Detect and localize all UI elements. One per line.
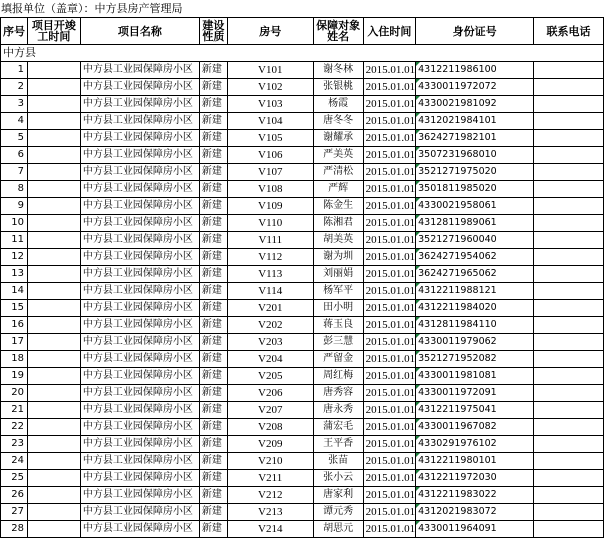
cell-date[interactable]: 2015.01.01: [363, 215, 416, 232]
cell-seq[interactable]: 11: [1, 232, 28, 249]
cell-start-time[interactable]: [27, 96, 80, 113]
cell-seq[interactable]: 8: [1, 181, 28, 198]
cell-name[interactable]: 田小明: [313, 300, 363, 317]
cell-start-time[interactable]: [27, 181, 80, 198]
cell-id[interactable]: 4312211975041: [416, 402, 534, 419]
cell-type[interactable]: 新建: [199, 470, 227, 487]
table-header-row: [1, 18, 604, 45]
cell-start-time[interactable]: [27, 249, 80, 266]
table-row: [1, 385, 604, 402]
cell-phone[interactable]: [534, 164, 604, 181]
cell-id[interactable]: 4312211972030: [416, 470, 534, 487]
cell-project[interactable]: 中方县工业园保障房小区: [80, 419, 199, 436]
cell-start-time[interactable]: [27, 164, 80, 181]
cell-id[interactable]: 3521271952082: [416, 351, 534, 368]
cell-date[interactable]: 2015.01.01: [363, 385, 416, 402]
cell-name[interactable]: 张银桃: [313, 79, 363, 96]
cell-phone[interactable]: [534, 487, 604, 504]
cell-id[interactable]: 4312021984101: [416, 113, 534, 130]
cell-type[interactable]: 新建: [199, 487, 227, 504]
table-row: [1, 317, 604, 334]
cell-room[interactable]: V114: [227, 283, 313, 300]
housing-roster-table: [0, 17, 604, 538]
cell-project[interactable]: 中方县工业园保障房小区: [80, 130, 199, 147]
col-header-room[interactable]: 房号: [227, 18, 313, 45]
table-row: [1, 419, 604, 436]
cell-name[interactable]: 谢耀承: [313, 130, 363, 147]
cell-project[interactable]: 中方县工业园保障房小区: [80, 504, 199, 521]
cell-project[interactable]: 中方县工业园保障房小区: [80, 79, 199, 96]
cell-room[interactable]: V209: [227, 436, 313, 453]
cell-name[interactable]: 唐家利: [313, 487, 363, 504]
cell-name[interactable]: 蒲宏毛: [313, 419, 363, 436]
cell-type[interactable]: 新建: [199, 351, 227, 368]
cell-id[interactable]: 4330011967082: [416, 419, 534, 436]
cell-id[interactable]: 3521271960040: [416, 232, 534, 249]
cell-start-time[interactable]: [27, 130, 80, 147]
cell-date[interactable]: 2015.01.01: [363, 283, 416, 300]
cell-phone[interactable]: [534, 436, 604, 453]
cell-project[interactable]: 中方县工业园保障房小区: [80, 232, 199, 249]
cell-project[interactable]: 中方县工业园保障房小区: [80, 521, 199, 538]
cell-name[interactable]: 王平香: [313, 436, 363, 453]
cell-project[interactable]: 中方县工业园保障房小区: [80, 402, 199, 419]
cell-id[interactable]: 3624271954062: [416, 249, 534, 266]
cell-project[interactable]: 中方县工业园保障房小区: [80, 368, 199, 385]
cell-seq[interactable]: 26: [1, 487, 28, 504]
cell-phone[interactable]: [534, 79, 604, 96]
col-header-seq[interactable]: 序号: [1, 18, 28, 45]
col-header-date[interactable]: 入住时间: [363, 18, 416, 45]
cell-project[interactable]: 中方县工业园保障房小区: [80, 62, 199, 79]
cell-id[interactable]: 4330011979062: [416, 334, 534, 351]
cell-type[interactable]: 新建: [199, 249, 227, 266]
cell-start-time[interactable]: [27, 317, 80, 334]
cell-room[interactable]: V113: [227, 266, 313, 283]
cell-project[interactable]: 中方县工业园保障房小区: [80, 487, 199, 504]
cell-name[interactable]: 彭三慧: [313, 334, 363, 351]
cell-seq[interactable]: 9: [1, 198, 28, 215]
cell-date[interactable]: 2015.01.01: [363, 368, 416, 385]
cell-phone[interactable]: [534, 317, 604, 334]
cell-phone[interactable]: [534, 351, 604, 368]
cell-project[interactable]: 中方县工业园保障房小区: [80, 164, 199, 181]
cell-start-time[interactable]: [27, 283, 80, 300]
cell-project[interactable]: 中方县工业园保障房小区: [80, 385, 199, 402]
cell-room[interactable]: V106: [227, 147, 313, 164]
cell-id[interactable]: 3521271975020: [416, 164, 534, 181]
cell-phone[interactable]: [534, 249, 604, 266]
cell-phone[interactable]: [534, 113, 604, 130]
cell-date[interactable]: 2015.01.01: [363, 164, 416, 181]
cell-type[interactable]: 新建: [199, 147, 227, 164]
cell-room[interactable]: V110: [227, 215, 313, 232]
cell-seq[interactable]: 28: [1, 521, 28, 538]
cell-seq[interactable]: 22: [1, 419, 28, 436]
table-row: [1, 215, 604, 232]
cell-date[interactable]: 2015.01.01: [363, 232, 416, 249]
group-row: [1, 45, 604, 62]
cell-seq[interactable]: 17: [1, 334, 28, 351]
cell-start-time[interactable]: [27, 470, 80, 487]
cell-start-time[interactable]: [27, 113, 80, 130]
cell-name[interactable]: 杨军平: [313, 283, 363, 300]
col-header-phone[interactable]: 联系电话: [534, 18, 604, 45]
cell-name[interactable]: 胡思元: [313, 521, 363, 538]
cell-type[interactable]: 新建: [199, 215, 227, 232]
cell-room[interactable]: V107: [227, 164, 313, 181]
cell-date[interactable]: 2015.01.01: [363, 113, 416, 130]
cell-date[interactable]: 2015.01.01: [363, 130, 416, 147]
cell-date[interactable]: 2015.01.01: [363, 521, 416, 538]
cell-phone[interactable]: [534, 181, 604, 198]
cell-room[interactable]: V201: [227, 300, 313, 317]
cell-id[interactable]: 4330011981081: [416, 368, 534, 385]
cell-phone[interactable]: [534, 300, 604, 317]
cell-name[interactable]: 蒋玉良: [313, 317, 363, 334]
cell-phone[interactable]: [534, 453, 604, 470]
cell-seq[interactable]: 20: [1, 385, 28, 402]
cell-start-time[interactable]: [27, 79, 80, 96]
cell-id[interactable]: 4312211983022: [416, 487, 534, 504]
cell-seq[interactable]: 14: [1, 283, 28, 300]
cell-date[interactable]: 2015.01.01: [363, 317, 416, 334]
cell-type[interactable]: 新建: [199, 62, 227, 79]
cell-id[interactable]: 4330011972072: [416, 79, 534, 96]
cell-seq[interactable]: 13: [1, 266, 28, 283]
cell-start-time[interactable]: [27, 487, 80, 504]
cell-name[interactable]: 张小云: [313, 470, 363, 487]
cell-seq[interactable]: 19: [1, 368, 28, 385]
cell-seq[interactable]: 15: [1, 300, 28, 317]
table-row: [1, 266, 604, 283]
cell-name[interactable]: 谭元秀: [313, 504, 363, 521]
cell-phone[interactable]: [534, 334, 604, 351]
cell-project[interactable]: 中方县工业园保障房小区: [80, 317, 199, 334]
cell-phone[interactable]: [534, 283, 604, 300]
cell-room[interactable]: V205: [227, 368, 313, 385]
cell-start-time[interactable]: [27, 368, 80, 385]
table-row: [1, 164, 604, 181]
cell-date[interactable]: 2015.01.01: [363, 249, 416, 266]
col-header-name[interactable]: 保障对象姓名: [313, 18, 363, 45]
reporting-unit-line: 填报单位（盖章）：中方县房产管理局: [1, 2, 183, 15]
cell-seq[interactable]: 18: [1, 351, 28, 368]
cell-name[interactable]: 严辉: [313, 181, 363, 198]
cell-start-time[interactable]: [27, 266, 80, 283]
cell-project[interactable]: 中方县工业园保障房小区: [80, 266, 199, 283]
cell-date[interactable]: 2015.01.01: [363, 351, 416, 368]
table-row: [1, 62, 604, 79]
cell-type[interactable]: 新建: [199, 96, 227, 113]
cell-room[interactable]: V208: [227, 419, 313, 436]
cell-seq[interactable]: 12: [1, 249, 28, 266]
cell-room[interactable]: V111: [227, 232, 313, 249]
table-row: [1, 147, 604, 164]
cell-date[interactable]: 2015.01.01: [363, 453, 416, 470]
cell-start-time[interactable]: [27, 215, 80, 232]
cell-type[interactable]: 新建: [199, 504, 227, 521]
cell-room[interactable]: V214: [227, 521, 313, 538]
table-row: [1, 79, 604, 96]
col-header-project[interactable]: 项目名称: [80, 18, 199, 45]
table-row: [1, 300, 604, 317]
cell-seq[interactable]: 4: [1, 113, 28, 130]
table-row: [1, 402, 604, 419]
col-header-type[interactable]: 建设性质: [199, 18, 227, 45]
cell-date[interactable]: 2015.01.01: [363, 266, 416, 283]
cell-id[interactable]: 3624271965062: [416, 266, 534, 283]
cell-type[interactable]: 新建: [199, 334, 227, 351]
cell-phone[interactable]: [534, 147, 604, 164]
cell-date[interactable]: 2015.01.01: [363, 96, 416, 113]
cell-id[interactable]: 4330011964091: [416, 521, 534, 538]
cell-date[interactable]: 2015.01.01: [363, 79, 416, 96]
group-label[interactable]: 中方县: [1, 45, 604, 62]
cell-start-time[interactable]: [27, 334, 80, 351]
cell-project[interactable]: 中方县工业园保障房小区: [80, 113, 199, 130]
cell-id[interactable]: 4330021981092: [416, 96, 534, 113]
cell-project[interactable]: 中方县工业园保障房小区: [80, 198, 199, 215]
cell-id[interactable]: 4330011972091: [416, 385, 534, 402]
cell-phone[interactable]: [534, 232, 604, 249]
cell-name[interactable]: 唐永秀: [313, 402, 363, 419]
cell-type[interactable]: 新建: [199, 300, 227, 317]
table-row: [1, 453, 604, 470]
cell-type[interactable]: 新建: [199, 130, 227, 147]
cell-phone[interactable]: [534, 215, 604, 232]
table-row: [1, 351, 604, 368]
cell-name[interactable]: 谢为圳: [313, 249, 363, 266]
table-row: [1, 181, 604, 198]
table-row: [1, 504, 604, 521]
cell-start-time[interactable]: [27, 453, 80, 470]
cell-room[interactable]: V103: [227, 96, 313, 113]
cell-start-time[interactable]: [27, 436, 80, 453]
cell-type[interactable]: 新建: [199, 368, 227, 385]
cell-room[interactable]: V202: [227, 317, 313, 334]
cell-name[interactable]: 张苗: [313, 453, 363, 470]
cell-seq[interactable]: 3: [1, 96, 28, 113]
table-row: [1, 283, 604, 300]
cell-type[interactable]: 新建: [199, 385, 227, 402]
cell-date[interactable]: 2015.01.01: [363, 147, 416, 164]
cell-date[interactable]: 2015.01.01: [363, 504, 416, 521]
table-row: [1, 249, 604, 266]
table-row: [1, 521, 604, 538]
cell-type[interactable]: 新建: [199, 453, 227, 470]
cell-seq[interactable]: 21: [1, 402, 28, 419]
cell-type[interactable]: 新建: [199, 283, 227, 300]
cell-phone[interactable]: [534, 402, 604, 419]
cell-type[interactable]: 新建: [199, 317, 227, 334]
cell-name[interactable]: 周红梅: [313, 368, 363, 385]
cell-phone[interactable]: [534, 504, 604, 521]
cell-project[interactable]: 中方县工业园保障房小区: [80, 249, 199, 266]
cell-name[interactable]: 杨霞: [313, 96, 363, 113]
cell-room[interactable]: V203: [227, 334, 313, 351]
cell-project[interactable]: 中方县工业园保障房小区: [80, 147, 199, 164]
cell-project[interactable]: 中方县工业园保障房小区: [80, 334, 199, 351]
cell-phone[interactable]: [534, 419, 604, 436]
cell-phone[interactable]: [534, 470, 604, 487]
cell-type[interactable]: 新建: [199, 266, 227, 283]
cell-date[interactable]: 2015.01.01: [363, 470, 416, 487]
cell-seq[interactable]: 6: [1, 147, 28, 164]
cell-type[interactable]: 新建: [199, 164, 227, 181]
cell-room[interactable]: V211: [227, 470, 313, 487]
cell-room[interactable]: V108: [227, 181, 313, 198]
cell-project[interactable]: 中方县工业园保障房小区: [80, 470, 199, 487]
cell-room[interactable]: V204: [227, 351, 313, 368]
table-row: [1, 130, 604, 147]
cell-type[interactable]: 新建: [199, 521, 227, 538]
cell-name[interactable]: 严清松: [313, 164, 363, 181]
cell-seq[interactable]: 25: [1, 470, 28, 487]
cell-id[interactable]: 4312211986100: [416, 62, 534, 79]
cell-type[interactable]: 新建: [199, 232, 227, 249]
cell-room[interactable]: V109: [227, 198, 313, 215]
cell-name[interactable]: 严留金: [313, 351, 363, 368]
cell-date[interactable]: 2015.01.01: [363, 300, 416, 317]
cell-project[interactable]: 中方县工业园保障房小区: [80, 351, 199, 368]
cell-project[interactable]: 中方县工业园保障房小区: [80, 181, 199, 198]
cell-seq[interactable]: 27: [1, 504, 28, 521]
cell-seq[interactable]: 1: [1, 62, 28, 79]
cell-seq[interactable]: 5: [1, 130, 28, 147]
cell-seq[interactable]: 2: [1, 79, 28, 96]
col-header-id[interactable]: 身份证号: [416, 18, 534, 45]
cell-id[interactable]: 3501811985020: [416, 181, 534, 198]
cell-phone[interactable]: [534, 198, 604, 215]
table-row: [1, 334, 604, 351]
cell-type[interactable]: 新建: [199, 402, 227, 419]
cell-date[interactable]: 2015.01.01: [363, 419, 416, 436]
cell-name[interactable]: 陈湘君: [313, 215, 363, 232]
cell-id[interactable]: 4312021983072: [416, 504, 534, 521]
cell-name[interactable]: 唐冬冬: [313, 113, 363, 130]
cell-type[interactable]: 新建: [199, 436, 227, 453]
cell-id[interactable]: 4312211984020: [416, 300, 534, 317]
cell-name[interactable]: 刘丽娟: [313, 266, 363, 283]
cell-name[interactable]: 严美英: [313, 147, 363, 164]
cell-project[interactable]: 中方县工业园保障房小区: [80, 436, 199, 453]
cell-phone[interactable]: [534, 521, 604, 538]
cell-project[interactable]: 中方县工业园保障房小区: [80, 96, 199, 113]
cell-phone[interactable]: [534, 266, 604, 283]
cell-type[interactable]: 新建: [199, 181, 227, 198]
cell-id[interactable]: 3624271982101: [416, 130, 534, 147]
cell-id[interactable]: 4312811989061: [416, 215, 534, 232]
cell-date[interactable]: 2015.01.01: [363, 436, 416, 453]
cell-start-time[interactable]: [27, 504, 80, 521]
cell-id[interactable]: 4312811984110: [416, 317, 534, 334]
cell-name[interactable]: 陈金生: [313, 198, 363, 215]
cell-room[interactable]: V104: [227, 113, 313, 130]
cell-start-time[interactable]: [27, 419, 80, 436]
cell-id[interactable]: 4330291976102: [416, 436, 534, 453]
table-row: [1, 368, 604, 385]
cell-phone[interactable]: [534, 368, 604, 385]
cell-seq[interactable]: 10: [1, 215, 28, 232]
table-row: [1, 436, 604, 453]
cell-phone[interactable]: [534, 96, 604, 113]
cell-date[interactable]: 2015.01.01: [363, 487, 416, 504]
cell-date[interactable]: 2015.01.01: [363, 334, 416, 351]
cell-phone[interactable]: [534, 385, 604, 402]
table-row: [1, 487, 604, 504]
cell-start-time[interactable]: [27, 198, 80, 215]
cell-project[interactable]: 中方县工业园保障房小区: [80, 215, 199, 232]
cell-project[interactable]: 中方县工业园保障房小区: [80, 283, 199, 300]
cell-type[interactable]: 新建: [199, 419, 227, 436]
cell-date[interactable]: 2015.01.01: [363, 181, 416, 198]
cell-date[interactable]: 2015.01.01: [363, 62, 416, 79]
cell-seq[interactable]: 7: [1, 164, 28, 181]
table-row: [1, 113, 604, 130]
cell-start-time[interactable]: [27, 351, 80, 368]
cell-start-time[interactable]: [27, 232, 80, 249]
cell-room[interactable]: V210: [227, 453, 313, 470]
table-row: [1, 470, 604, 487]
cell-phone[interactable]: [534, 130, 604, 147]
cell-type[interactable]: 新建: [199, 79, 227, 96]
cell-id[interactable]: 3507231968010: [416, 147, 534, 164]
cell-start-time[interactable]: [27, 147, 80, 164]
cell-date[interactable]: 2015.01.01: [363, 402, 416, 419]
cell-phone[interactable]: [534, 62, 604, 79]
col-header-start-time[interactable]: 项目开竣工时间: [27, 18, 80, 45]
cell-id[interactable]: 4312211988121: [416, 283, 534, 300]
table-row: [1, 232, 604, 249]
table-row: [1, 198, 604, 215]
cell-room[interactable]: V206: [227, 385, 313, 402]
table-row: [1, 96, 604, 113]
cell-room[interactable]: V101: [227, 62, 313, 79]
cell-date[interactable]: 2015.01.01: [363, 198, 416, 215]
cell-room[interactable]: V212: [227, 487, 313, 504]
cell-seq[interactable]: 24: [1, 453, 28, 470]
cell-room[interactable]: V213: [227, 504, 313, 521]
cell-start-time[interactable]: [27, 62, 80, 79]
cell-seq[interactable]: 23: [1, 436, 28, 453]
cell-room[interactable]: V102: [227, 79, 313, 96]
cell-project[interactable]: 中方县工业园保障房小区: [80, 300, 199, 317]
cell-start-time[interactable]: [27, 402, 80, 419]
cell-room[interactable]: V207: [227, 402, 313, 419]
cell-room[interactable]: V112: [227, 249, 313, 266]
cell-name[interactable]: 唐秀容: [313, 385, 363, 402]
cell-name[interactable]: 谢冬林: [313, 62, 363, 79]
cell-room[interactable]: V105: [227, 130, 313, 147]
cell-start-time[interactable]: [27, 521, 80, 538]
cell-seq[interactable]: 16: [1, 317, 28, 334]
cell-id[interactable]: 4312211980101: [416, 453, 534, 470]
cell-start-time[interactable]: [27, 385, 80, 402]
cell-type[interactable]: 新建: [199, 198, 227, 215]
cell-type[interactable]: 新建: [199, 113, 227, 130]
cell-project[interactable]: 中方县工业园保障房小区: [80, 453, 199, 470]
cell-id[interactable]: 4330021958061: [416, 198, 534, 215]
cell-name[interactable]: 胡美英: [313, 232, 363, 249]
cell-start-time[interactable]: [27, 300, 80, 317]
